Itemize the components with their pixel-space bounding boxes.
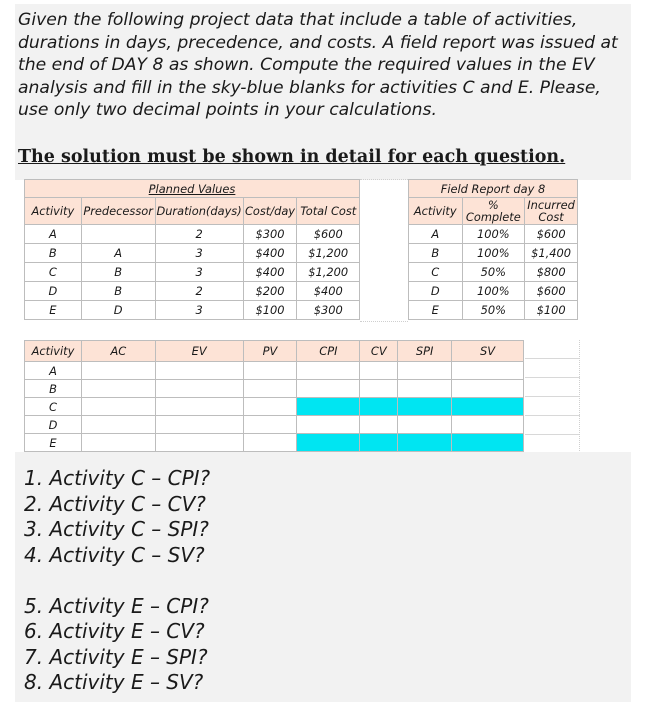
table-row <box>25 282 360 301</box>
activity-cell: B <box>25 380 82 398</box>
duration-cell: 2 <box>155 282 243 301</box>
spi-answer-e[interactable] <box>398 434 452 452</box>
header-spi: SPI <box>398 341 452 362</box>
incurred-cost-cell: $100 <box>525 301 578 320</box>
sv-cell <box>452 380 524 398</box>
cpi-cell <box>297 362 360 380</box>
header-activity: Activity <box>25 341 82 362</box>
question-list <box>15 452 631 702</box>
ac-cell <box>81 398 155 416</box>
table-row <box>25 380 524 398</box>
table-row <box>25 434 524 452</box>
cpi-answer-e[interactable] <box>297 434 360 452</box>
ev-analysis-table <box>24 340 524 452</box>
cv-cell <box>360 416 398 434</box>
activity-cell: C <box>25 263 82 282</box>
total-cost-cell: $400 <box>297 282 360 301</box>
ev-cell <box>155 398 243 416</box>
table-row <box>25 362 524 380</box>
question-item: 6. Activity E – CV? <box>24 619 205 643</box>
sv-cell <box>452 362 524 380</box>
solution-instruction: The solution must be shown in detail for each question. <box>18 147 566 167</box>
spi-answer-c[interactable] <box>398 398 452 416</box>
table-row <box>25 416 524 434</box>
activity-cell: D <box>25 282 82 301</box>
table-row <box>25 301 360 320</box>
question-item: 3. Activity C – SPI? <box>24 517 209 541</box>
activity-cell: A <box>25 362 82 380</box>
question-item: 4. Activity C – SV? <box>24 543 205 567</box>
activity-cell: D <box>409 282 463 301</box>
table-row <box>25 263 360 282</box>
activity-cell: C <box>409 263 463 282</box>
total-cost-cell: $1,200 <box>297 244 360 263</box>
table-row <box>409 225 578 244</box>
header-incurred-cost: Incurred Cost <box>525 198 578 225</box>
duration-cell: 3 <box>155 263 243 282</box>
ev-cell <box>155 416 243 434</box>
predecessor-cell <box>81 225 155 244</box>
cpi-cell <box>297 380 360 398</box>
sv-cell <box>452 416 524 434</box>
activity-cell: C <box>25 398 82 416</box>
incurred-cost-cell: $600 <box>525 225 578 244</box>
predecessor-cell: A <box>81 244 155 263</box>
pv-cell <box>243 362 297 380</box>
pv-cell <box>243 416 297 434</box>
table-row <box>409 301 578 320</box>
header-cv: CV <box>360 341 398 362</box>
cost-per-day-cell: $400 <box>243 244 297 263</box>
spacer <box>360 179 408 322</box>
table-row <box>25 244 360 263</box>
ac-cell <box>81 434 155 452</box>
header-pv: PV <box>243 341 297 362</box>
percent-complete-cell: 100% <box>462 282 525 301</box>
total-cost-cell: $1,200 <box>297 263 360 282</box>
problem-text: Given the following project data that include a table of activities, durations in days, precedence, and costs. A field report was issued at the end of DAY 8 as shown. Compute the required values in the EV analysis and fill in the sky-blue blanks for activities C and E. Please, use only two decimal points in your calculations. <box>18 10 618 121</box>
incurred-cost-cell: $600 <box>525 282 578 301</box>
question-item: 5. Activity E – CPI? <box>24 594 209 618</box>
percent-complete-cell: 100% <box>462 244 525 263</box>
planned-values-table <box>24 179 360 320</box>
header-ev: EV <box>155 341 243 362</box>
header-predecessor: Predecessor <box>81 198 155 225</box>
activity-cell: D <box>25 416 82 434</box>
cv-cell <box>360 362 398 380</box>
field-report-label: Field Report day 8 <box>409 180 578 198</box>
ac-cell <box>81 362 155 380</box>
activity-cell: B <box>409 244 463 263</box>
percent-complete-cell: 50% <box>462 301 525 320</box>
cv-answer-c[interactable] <box>360 398 398 416</box>
cv-cell <box>360 380 398 398</box>
incurred-cost-cell: $800 <box>525 263 578 282</box>
header-duration: Duration(days) <box>155 198 243 225</box>
duration-cell: 3 <box>155 244 243 263</box>
activity-cell: A <box>409 225 463 244</box>
pv-cell <box>243 398 297 416</box>
field-report-table <box>408 179 578 320</box>
cost-per-day-cell: $400 <box>243 263 297 282</box>
cpi-cell <box>297 416 360 434</box>
predecessor-cell: B <box>81 282 155 301</box>
header-cost-per-day: Cost/day <box>243 198 297 225</box>
planned-values-label: Planned Values <box>25 180 360 198</box>
header-sv: SV <box>452 341 524 362</box>
activity-cell: E <box>409 301 463 320</box>
percent-complete-cell: 50% <box>462 263 525 282</box>
cost-per-day-cell: $100 <box>243 301 297 320</box>
cost-per-day-cell: $300 <box>243 225 297 244</box>
table-row <box>409 282 578 301</box>
table-row <box>409 263 578 282</box>
duration-cell: 3 <box>155 301 243 320</box>
duration-cell: 2 <box>155 225 243 244</box>
ev-cell <box>155 434 243 452</box>
activity-cell: A <box>25 225 82 244</box>
sv-answer-e[interactable] <box>452 434 524 452</box>
activity-cell: E <box>25 301 82 320</box>
tables-area <box>24 179 630 454</box>
problem-statement <box>15 4 631 180</box>
question-item: 2. Activity C – CV? <box>24 492 206 516</box>
table-row <box>25 398 524 416</box>
ev-cell <box>155 362 243 380</box>
header-ac: AC <box>81 341 155 362</box>
pv-cell <box>243 380 297 398</box>
ac-cell <box>81 380 155 398</box>
spi-cell <box>398 362 452 380</box>
ev-cell <box>155 380 243 398</box>
sv-answer-c[interactable] <box>452 398 524 416</box>
cv-answer-e[interactable] <box>360 434 398 452</box>
percent-complete-cell: 100% <box>462 225 525 244</box>
spacer <box>525 340 580 453</box>
header-activity: Activity <box>25 198 82 225</box>
total-cost-cell: $300 <box>297 301 360 320</box>
predecessor-cell: D <box>81 301 155 320</box>
activity-cell: B <box>25 244 82 263</box>
cost-per-day-cell: $200 <box>243 282 297 301</box>
header-activity: Activity <box>409 198 463 225</box>
activity-cell: E <box>25 434 82 452</box>
total-cost-cell: $600 <box>297 225 360 244</box>
question-item: 8. Activity E – SV? <box>24 670 204 694</box>
table-row <box>409 244 578 263</box>
question-item: 1. Activity C – CPI? <box>24 466 211 490</box>
incurred-cost-cell: $1,400 <box>525 244 578 263</box>
question-item: 7. Activity E – SPI? <box>24 645 208 669</box>
header-cpi: CPI <box>297 341 360 362</box>
cpi-answer-c[interactable] <box>297 398 360 416</box>
predecessor-cell: B <box>81 263 155 282</box>
spi-cell <box>398 380 452 398</box>
header-total-cost: Total Cost <box>297 198 360 225</box>
spi-cell <box>398 416 452 434</box>
header-percent-complete: % Complete <box>462 198 525 225</box>
table-row <box>25 225 360 244</box>
pv-cell <box>243 434 297 452</box>
ac-cell <box>81 416 155 434</box>
